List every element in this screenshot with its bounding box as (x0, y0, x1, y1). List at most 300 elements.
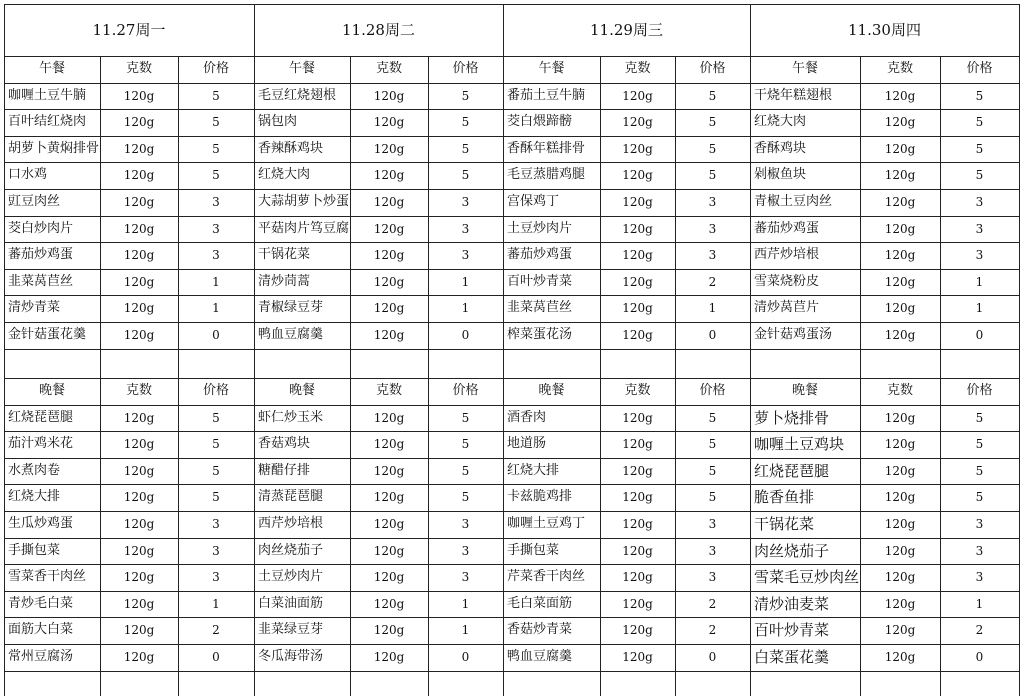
dinner-column-header: 克数 (624, 383, 651, 398)
grid-line (860, 56, 861, 696)
grid-line (350, 56, 351, 696)
grid-line (4, 349, 1019, 350)
lunch-dish-name: 毛豆蒸腊鸡腿 (507, 167, 586, 183)
dinner-price: 3 (461, 517, 470, 531)
dinner-weight: 120g (123, 650, 155, 664)
lunch-weight: 120g (622, 195, 653, 209)
dinner-dish-name: 芹菜香干肉丝 (507, 569, 586, 585)
dinner-weight: 120g (373, 570, 405, 585)
dinner-column-header: 克数 (375, 383, 402, 398)
lunch-dish-name: 豇豆肉丝 (8, 194, 61, 209)
grid-line (4, 322, 1019, 323)
lunch-weight: 120g (123, 274, 155, 289)
dinner-weight: 120g (884, 463, 916, 478)
dinner-dish-name: 脆香鱼排 (754, 488, 815, 507)
lunch-price: 1 (975, 301, 984, 316)
dinner-weight: 120g (123, 517, 155, 531)
lunch-dish-name: 清炒青菜 (8, 300, 61, 316)
dinner-weight: 120g (123, 463, 155, 478)
grid-line (4, 458, 1019, 459)
dinner-price: 5 (975, 437, 984, 452)
lunch-column-header: 克数 (886, 61, 913, 76)
lunch-price: 3 (212, 195, 220, 209)
grid-line (4, 591, 1019, 592)
dinner-price: 5 (975, 463, 984, 478)
lunch-dish-name: 干锅花菜 (258, 247, 311, 263)
lunch-weight: 120g (373, 274, 405, 289)
dinner-column-header: 价格 (966, 383, 993, 398)
lunch-dish-name: 红烧大肉 (258, 167, 311, 183)
lunch-weight: 120g (884, 168, 916, 183)
lunch-price: 1 (212, 301, 220, 316)
lunch-price: 5 (708, 141, 717, 156)
grid-line (4, 189, 1019, 190)
day-title: 11.29周三 (590, 21, 663, 39)
grid-line (428, 56, 429, 696)
dinner-dish-name: 西芹炒培根 (258, 516, 324, 531)
lunch-weight: 120g (884, 88, 916, 103)
lunch-weight: 120g (622, 88, 653, 103)
grid-line (750, 4, 751, 696)
grid-line (4, 162, 1019, 163)
dinner-weight: 120g (622, 543, 653, 558)
lunch-dish-name: 红烧大肉 (754, 114, 807, 130)
dinner-weight: 120g (123, 543, 155, 558)
dinner-price: 5 (708, 437, 717, 452)
grid-line (4, 83, 1019, 84)
dinner-dish-name: 冬瓜海带汤 (258, 649, 324, 664)
dinner-weight: 120g (622, 623, 653, 638)
grid-line (4, 216, 1019, 217)
grid-line (4, 4, 1019, 5)
dinner-dish-name: 水煮肉卷 (8, 462, 61, 478)
dinner-weight: 120g (884, 596, 916, 611)
dinner-dish-name: 红烧大排 (507, 462, 560, 478)
dinner-dish-name: 青炒毛白菜 (8, 595, 74, 611)
dinner-price: 3 (461, 570, 470, 585)
dinner-price: 1 (461, 596, 470, 611)
dinner-dish-name: 生瓜炒鸡蛋 (8, 516, 74, 531)
dinner-weight: 120g (622, 650, 653, 664)
lunch-dish-name: 干烧年糕翅根 (754, 87, 833, 103)
lunch-weight: 120g (123, 301, 155, 316)
lunch-price: 5 (708, 168, 717, 183)
dinner-weight: 120g (373, 437, 405, 452)
lunch-price: 3 (708, 221, 717, 236)
grid-line (675, 56, 676, 696)
lunch-column-header: 午餐 (538, 61, 565, 76)
lunch-price: 1 (708, 301, 717, 316)
dinner-weight: 120g (373, 596, 405, 611)
dinner-column-header: 克数 (125, 383, 152, 398)
lunch-weight: 120g (622, 248, 653, 263)
dinner-weight: 120g (622, 517, 653, 531)
lunch-weight: 120g (884, 141, 916, 156)
grid-line (940, 56, 941, 696)
dinner-weight: 120g (123, 623, 155, 638)
dinner-weight: 120g (123, 570, 155, 585)
dinner-price: 2 (975, 623, 984, 638)
lunch-dish-name: 蕃茄炒鸡蛋 (754, 220, 820, 236)
dinner-dish-name: 酒香肉 (507, 409, 547, 425)
lunch-price: 3 (212, 221, 220, 236)
dinner-weight: 120g (884, 650, 916, 664)
lunch-weight: 120g (884, 328, 916, 342)
dinner-column-header: 晚餐 (38, 383, 65, 398)
lunch-price: 5 (975, 168, 984, 183)
lunch-dish-name: 剁椒鱼块 (754, 167, 807, 183)
lunch-price: 5 (708, 88, 717, 103)
lunch-dish-name: 口水鸡 (8, 167, 48, 183)
dinner-price: 5 (708, 490, 717, 505)
dinner-price: 5 (212, 463, 220, 478)
lunch-price: 5 (708, 115, 717, 130)
dinner-dish-name: 红烧琵琶腿 (754, 461, 830, 480)
lunch-price: 0 (212, 328, 220, 342)
dinner-price: 3 (708, 570, 717, 585)
lunch-column-header: 价格 (452, 61, 479, 76)
dinner-dish-name: 土豆炒肉片 (258, 569, 324, 585)
dinner-column-header: 晚餐 (288, 383, 315, 398)
lunch-column-header: 午餐 (791, 61, 818, 76)
dinner-weight: 120g (622, 596, 653, 611)
dinner-price: 5 (212, 490, 220, 505)
grid-line (4, 269, 1019, 270)
lunch-price: 3 (975, 248, 984, 263)
lunch-dish-name: 韭菜莴苣丝 (8, 273, 74, 289)
lunch-weight: 120g (373, 168, 405, 183)
lunch-weight: 120g (622, 301, 653, 316)
dinner-dish-name: 香菇炒青菜 (507, 622, 573, 638)
lunch-dish-name: 青椒绿豆芽 (258, 300, 324, 316)
lunch-price: 2 (708, 274, 717, 289)
dinner-weight: 120g (622, 410, 653, 425)
dinner-weight: 120g (622, 490, 653, 505)
lunch-weight: 120g (622, 141, 653, 156)
lunch-price: 5 (975, 141, 984, 156)
dinner-weight: 120g (123, 437, 155, 452)
lunch-price: 5 (975, 115, 984, 130)
lunch-dish-name: 西芹炒培根 (754, 247, 820, 263)
grid-line (4, 136, 1019, 137)
grid-line (100, 56, 101, 696)
dinner-dish-name: 咖喱土豆鸡块 (754, 435, 845, 454)
dinner-price: 1 (212, 596, 220, 611)
dinner-price: 2 (708, 623, 717, 638)
dinner-dish-name: 红烧琵琶腿 (8, 409, 74, 425)
grid-line (4, 431, 1019, 432)
lunch-dish-name: 青椒土豆肉丝 (754, 194, 833, 209)
lunch-weight: 120g (373, 301, 405, 316)
dinner-dish-name: 毛白菜面筋 (507, 595, 573, 611)
dinner-dish-name: 肉丝烧茄子 (258, 542, 324, 558)
lunch-weight: 120g (884, 274, 916, 289)
dinner-price: 0 (461, 650, 470, 664)
dinner-weight: 120g (373, 543, 405, 558)
dinner-column-header: 价格 (202, 383, 229, 398)
dinner-price: 1 (461, 623, 470, 638)
grid-line (4, 617, 1019, 618)
lunch-dish-name: 锅包肉 (258, 114, 298, 130)
dinner-column-header: 晚餐 (538, 383, 565, 398)
grid-line (4, 109, 1019, 110)
lunch-price: 0 (975, 328, 984, 342)
lunch-dish-name: 鸭血豆腐羹 (258, 327, 324, 342)
dinner-dish-name: 雪菜毛豆炒肉丝 (754, 568, 860, 587)
dinner-dish-name: 清蒸琵琶腿 (258, 489, 324, 505)
dinner-weight: 120g (123, 490, 155, 505)
lunch-weight: 120g (373, 221, 405, 236)
lunch-price: 3 (461, 195, 470, 209)
dinner-weight: 120g (373, 463, 405, 478)
dinner-price: 5 (975, 490, 984, 505)
dinner-weight: 120g (373, 490, 405, 505)
lunch-price: 5 (975, 88, 984, 103)
dinner-dish-name: 鸭血豆腐羹 (507, 649, 573, 664)
lunch-price: 5 (461, 141, 470, 156)
grid-line (4, 484, 1019, 485)
dinner-weight: 120g (373, 410, 405, 425)
grid-line (4, 378, 1019, 379)
lunch-weight: 120g (123, 115, 155, 130)
dinner-weight: 120g (884, 437, 916, 452)
dinner-dish-name: 糖醋仔排 (258, 462, 311, 478)
dinner-price: 3 (212, 570, 220, 585)
lunch-dish-name: 大蒜胡萝卜炒蛋 (258, 194, 350, 209)
dinner-price: 0 (708, 650, 717, 664)
dinner-dish-name: 红烧大排 (8, 489, 61, 505)
lunch-dish-name: 雪菜烧粉皮 (754, 273, 820, 289)
lunch-weight: 120g (622, 115, 653, 130)
dinner-dish-name: 卡兹脆鸡排 (507, 489, 573, 505)
lunch-price: 5 (461, 88, 470, 103)
lunch-dish-name: 金针菇蛋花羹 (8, 327, 87, 342)
dinner-column-header: 克数 (886, 383, 913, 398)
lunch-dish-name: 茭白炒肉片 (8, 220, 74, 236)
lunch-dish-name: 番茄土豆牛腩 (507, 87, 586, 103)
dinner-price: 5 (461, 410, 470, 425)
dinner-price: 3 (975, 570, 984, 585)
lunch-weight: 120g (884, 301, 916, 316)
lunch-dish-name: 金针菇鸡蛋汤 (754, 327, 833, 342)
grid-line (4, 56, 1019, 57)
dinner-price: 3 (975, 517, 984, 531)
dinner-price: 0 (212, 650, 220, 664)
lunch-weight: 120g (123, 141, 155, 156)
grid-line (503, 4, 504, 696)
lunch-weight: 120g (123, 195, 155, 209)
dinner-price: 5 (461, 490, 470, 505)
lunch-column-header: 克数 (624, 61, 651, 76)
grid-line (4, 295, 1019, 296)
dinner-weight: 120g (373, 650, 405, 664)
grid-line (4, 671, 1019, 672)
dinner-column-header: 晚餐 (791, 383, 818, 398)
dinner-price: 3 (461, 543, 470, 558)
dinner-weight: 120g (622, 437, 653, 452)
dinner-column-header: 价格 (452, 383, 479, 398)
grid-line (1019, 4, 1020, 696)
grid-line (4, 564, 1019, 565)
dinner-price: 2 (212, 623, 220, 638)
dinner-price: 1 (975, 596, 984, 611)
lunch-weight: 120g (373, 88, 405, 103)
grid-line (254, 4, 255, 696)
grid-line (600, 56, 601, 696)
lunch-column-header: 午餐 (38, 61, 65, 76)
dinner-dish-name: 肉丝烧茄子 (754, 541, 830, 560)
dinner-price: 2 (708, 596, 717, 611)
lunch-price: 5 (212, 141, 220, 156)
lunch-dish-name: 蕃茄炒鸡蛋 (8, 247, 74, 263)
lunch-dish-name: 平菇肉片笃豆腐 (258, 220, 350, 236)
lunch-weight: 120g (373, 115, 405, 130)
dinner-dish-name: 地道肠 (507, 436, 547, 452)
lunch-dish-name: 咖喱土豆牛腩 (8, 87, 87, 103)
lunch-price: 3 (461, 248, 470, 263)
dinner-price: 3 (708, 543, 717, 558)
lunch-dish-name: 香酥鸡块 (754, 140, 807, 156)
dinner-price: 5 (975, 410, 984, 425)
grid-line (178, 56, 179, 696)
dinner-weight: 120g (622, 570, 653, 585)
dinner-dish-name: 手撕包菜 (8, 542, 61, 558)
dinner-dish-name: 手撕包菜 (507, 542, 560, 558)
lunch-dish-name: 蕃茄炒鸡蛋 (507, 247, 573, 263)
dinner-price: 5 (708, 463, 717, 478)
dinner-dish-name: 香菇鸡块 (258, 436, 311, 452)
lunch-price: 5 (212, 115, 220, 130)
lunch-price: 5 (212, 168, 220, 183)
lunch-price: 5 (461, 115, 470, 130)
lunch-weight: 120g (373, 328, 405, 342)
day-title: 11.27周一 (92, 21, 166, 39)
lunch-weight: 120g (884, 115, 916, 130)
lunch-weight: 120g (884, 221, 916, 236)
lunch-column-header: 克数 (375, 61, 402, 76)
lunch-price: 3 (975, 221, 984, 236)
dinner-price: 3 (212, 517, 220, 531)
lunch-weight: 120g (123, 328, 155, 342)
lunch-weight: 120g (622, 328, 653, 342)
dinner-weight: 120g (622, 463, 653, 478)
dinner-weight: 120g (884, 490, 916, 505)
dinner-dish-name: 萝卜烧排骨 (754, 408, 830, 427)
dinner-price: 5 (461, 463, 470, 478)
lunch-price: 3 (461, 221, 470, 236)
lunch-price: 3 (975, 195, 984, 209)
lunch-price: 3 (708, 195, 717, 209)
lunch-weight: 120g (373, 141, 405, 156)
dinner-dish-name: 白菜油面筋 (258, 595, 324, 611)
lunch-dish-name: 香酥年糕排骨 (507, 140, 586, 156)
day-title: 11.30周四 (848, 21, 921, 39)
grid-line (4, 405, 1019, 406)
lunch-price: 1 (975, 274, 984, 289)
lunch-column-header: 午餐 (288, 61, 315, 76)
lunch-weight: 120g (884, 248, 916, 263)
dinner-price: 0 (975, 650, 984, 664)
dinner-dish-name: 韭菜绿豆芽 (258, 622, 324, 638)
lunch-weight: 120g (123, 248, 155, 263)
dinner-dish-name: 常州豆腐汤 (8, 649, 74, 664)
lunch-column-header: 价格 (699, 61, 726, 76)
grid-line (4, 4, 5, 696)
lunch-dish-name: 百叶结红烧肉 (8, 114, 87, 130)
dinner-dish-name: 百叶炒青菜 (754, 621, 830, 640)
lunch-price: 5 (461, 168, 470, 183)
lunch-weight: 120g (622, 221, 653, 236)
dinner-weight: 120g (884, 570, 916, 585)
dinner-weight: 120g (373, 623, 405, 638)
dinner-dish-name: 面筋大白菜 (8, 622, 74, 638)
lunch-dish-name: 宫保鸡丁 (507, 194, 560, 209)
lunch-weight: 120g (622, 168, 653, 183)
dinner-dish-name: 清炒油麦菜 (754, 594, 830, 613)
dinner-price: 5 (212, 410, 220, 425)
dinner-price: 5 (212, 437, 220, 452)
lunch-price: 1 (461, 301, 470, 316)
grid-line (4, 644, 1019, 645)
day-title: 11.28周二 (342, 21, 415, 39)
lunch-price: 3 (708, 248, 717, 263)
lunch-dish-name: 茭白煨蹄髈 (507, 114, 573, 130)
dinner-weight: 120g (884, 517, 916, 531)
lunch-dish-name: 清炒茼蒿 (258, 273, 311, 289)
grid-line (4, 242, 1019, 243)
dinner-dish-name: 虾仁炒玉米 (258, 409, 324, 425)
lunch-price: 1 (461, 274, 470, 289)
dinner-weight: 120g (373, 517, 405, 531)
dinner-dish-name: 白菜蛋花羹 (754, 648, 830, 666)
dinner-weight: 120g (123, 596, 155, 611)
dinner-dish-name: 茄汁鸡米花 (8, 436, 74, 452)
lunch-column-header: 价格 (202, 61, 229, 76)
lunch-weight: 120g (373, 195, 405, 209)
lunch-price: 5 (212, 88, 220, 103)
grid-line (4, 538, 1019, 539)
lunch-weight: 120g (622, 274, 653, 289)
dinner-dish-name: 干锅花菜 (754, 515, 815, 533)
lunch-price: 0 (708, 328, 717, 342)
lunch-dish-name: 清炒莴苣片 (754, 300, 820, 316)
dinner-weight: 120g (884, 543, 916, 558)
dinner-price: 3 (708, 517, 717, 531)
lunch-weight: 120g (884, 195, 916, 209)
lunch-column-header: 克数 (125, 61, 152, 76)
lunch-dish-name: 百叶炒青菜 (507, 273, 573, 289)
grid-line (4, 511, 1019, 512)
lunch-weight: 120g (123, 221, 155, 236)
lunch-weight: 120g (373, 248, 405, 263)
lunch-price: 0 (461, 328, 470, 342)
lunch-column-header: 价格 (966, 61, 993, 76)
lunch-price: 1 (212, 274, 220, 289)
lunch-dish-name: 香辣酥鸡块 (258, 140, 324, 156)
dinner-column-header: 价格 (699, 383, 726, 398)
dinner-dish-name: 雪菜香干肉丝 (8, 569, 87, 585)
dinner-weight: 120g (884, 410, 916, 425)
dinner-dish-name: 咖喱土豆鸡丁 (507, 516, 586, 531)
lunch-weight: 120g (123, 168, 155, 183)
lunch-weight: 120g (123, 88, 155, 103)
dinner-weight: 120g (884, 623, 916, 638)
lunch-dish-name: 榨菜蛋花汤 (507, 327, 573, 342)
dinner-weight: 120g (123, 410, 155, 425)
dinner-price: 5 (708, 410, 717, 425)
dinner-price: 3 (975, 543, 984, 558)
lunch-dish-name: 韭菜莴苣丝 (507, 300, 573, 316)
